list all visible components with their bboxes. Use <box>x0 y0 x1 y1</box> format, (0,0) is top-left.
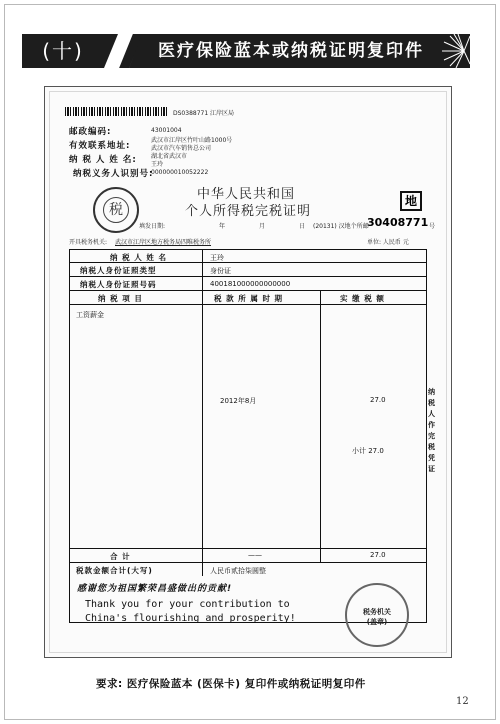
taxpayer-id-label: 纳税义务人识别号: <box>73 169 154 179</box>
issuer-value: 武汉市江岸区地方税务局四唯税务所 <box>115 239 212 246</box>
certificate-number: 30408771 <box>367 216 429 229</box>
tax-emblem-icon <box>93 187 139 233</box>
taxpayer-name-cell: 王玲 <box>210 254 224 262</box>
address-value-1: 武汉市江岸区竹叶山路1000号 <box>151 137 233 144</box>
section-banner <box>22 34 470 68</box>
col-divider <box>202 548 203 576</box>
tax-table <box>69 249 427 623</box>
tax-item-column-header: 纳 税 项 目 <box>98 294 143 303</box>
col-divider <box>202 250 203 276</box>
id-number-header: 纳税人身份证照号码 <box>80 280 157 289</box>
side-note-vertical: 纳税人作完税凭证 <box>428 388 435 473</box>
total-label: 合 计 <box>110 552 131 561</box>
fill-date-label: 填发日期: <box>139 223 166 230</box>
section-number: (十) <box>22 34 104 68</box>
id-number-cell: 400181000000000000 <box>210 280 291 288</box>
english-thanks-line-2: China's flourishing and prosperity! <box>85 613 296 624</box>
tax-item-cell: 工资薪金 <box>76 311 104 319</box>
seal-line-2: (盖章) <box>366 618 388 626</box>
row-divider <box>70 548 426 549</box>
seal-text <box>347 607 407 627</box>
seal-line-1: 税务机关 <box>363 608 391 616</box>
page-number: 12 <box>456 696 469 707</box>
tax-office-seal-icon <box>345 583 409 647</box>
english-thanks-line-1: Thank you for your contribution to <box>85 599 290 610</box>
barcode-text: DS0388771 江岸区局 <box>173 110 235 117</box>
taxpayer-name-label: 纳 税 人 姓 名: <box>69 155 137 165</box>
burst-decoration-icon <box>430 34 470 68</box>
barcode-icon <box>65 107 169 116</box>
tax-emblem-inner: 税 <box>103 197 129 223</box>
postal-value: 43001004 <box>151 127 182 134</box>
id-type-header: 纳税人身份证照类型 <box>80 266 157 275</box>
address-value-2: 武汉市汽车销售总公司 <box>151 145 212 152</box>
currency-unit: 单位: 人民币 元 <box>367 239 409 246</box>
tax-amount-column-header: 实 缴 税 额 <box>340 294 385 303</box>
col-divider <box>320 290 321 562</box>
taxpayer-id-value: 000000010052222 <box>151 169 209 176</box>
local-tax-mark: 地 <box>400 191 422 211</box>
amount-in-words-value: 人民币贰拾柒圆整 <box>210 567 266 575</box>
tax-amount-cell: 27.0 <box>370 396 386 404</box>
section-title: 医疗保险蓝本或纳税证明复印件 <box>142 34 470 68</box>
amount-in-words-label: 税款金额合计(大写) <box>76 566 153 575</box>
col-divider <box>202 276 203 290</box>
certificate-title-1: 中华人民共和国 <box>197 187 296 202</box>
col-divider <box>202 290 203 548</box>
total-amount: 27.0 <box>370 551 386 559</box>
tax-period-column-header: 税 款 所 属 时 期 <box>214 294 284 303</box>
date-month: 月 <box>259 223 266 230</box>
row-divider <box>70 276 426 277</box>
tax-certificate-scan <box>44 86 452 658</box>
certificate-title-2: 个人所得税完税证明 <box>185 204 312 219</box>
row-divider <box>70 290 426 291</box>
taxpayer-name-value-1: 湖北省武汉市 <box>151 153 188 160</box>
id-type-cell: 身份证 <box>210 267 231 275</box>
date-year: 年 <box>219 223 226 230</box>
thanks-slogan: 感谢您为祖国繁荣昌盛做出的贡献! <box>77 584 233 594</box>
date-day: 日 <box>299 223 306 230</box>
taxpayer-name-header: 纳 税 人 姓 名 <box>110 253 167 262</box>
subtotal-cell: 小计 27.0 <box>352 447 384 455</box>
requirement-caption: 要求: 医疗保险蓝本 (医保卡) 复印件或纳税证明复印件 <box>96 678 366 690</box>
total-dash: —— <box>248 551 262 559</box>
address-label: 有效联系地址: <box>69 141 131 151</box>
tax-period-cell: 2012年8月 <box>220 397 257 405</box>
certificate-code: (20131) 汉地个所邮 <box>313 223 369 230</box>
row-divider <box>70 304 426 305</box>
postal-label: 邮政编码: <box>69 127 112 137</box>
taxpayer-name-value-2: 王玲 <box>151 161 164 168</box>
certificate-number-suffix: 号 <box>429 223 436 230</box>
row-divider <box>70 562 426 563</box>
issuer-label: 开具税务机关: <box>69 239 108 246</box>
